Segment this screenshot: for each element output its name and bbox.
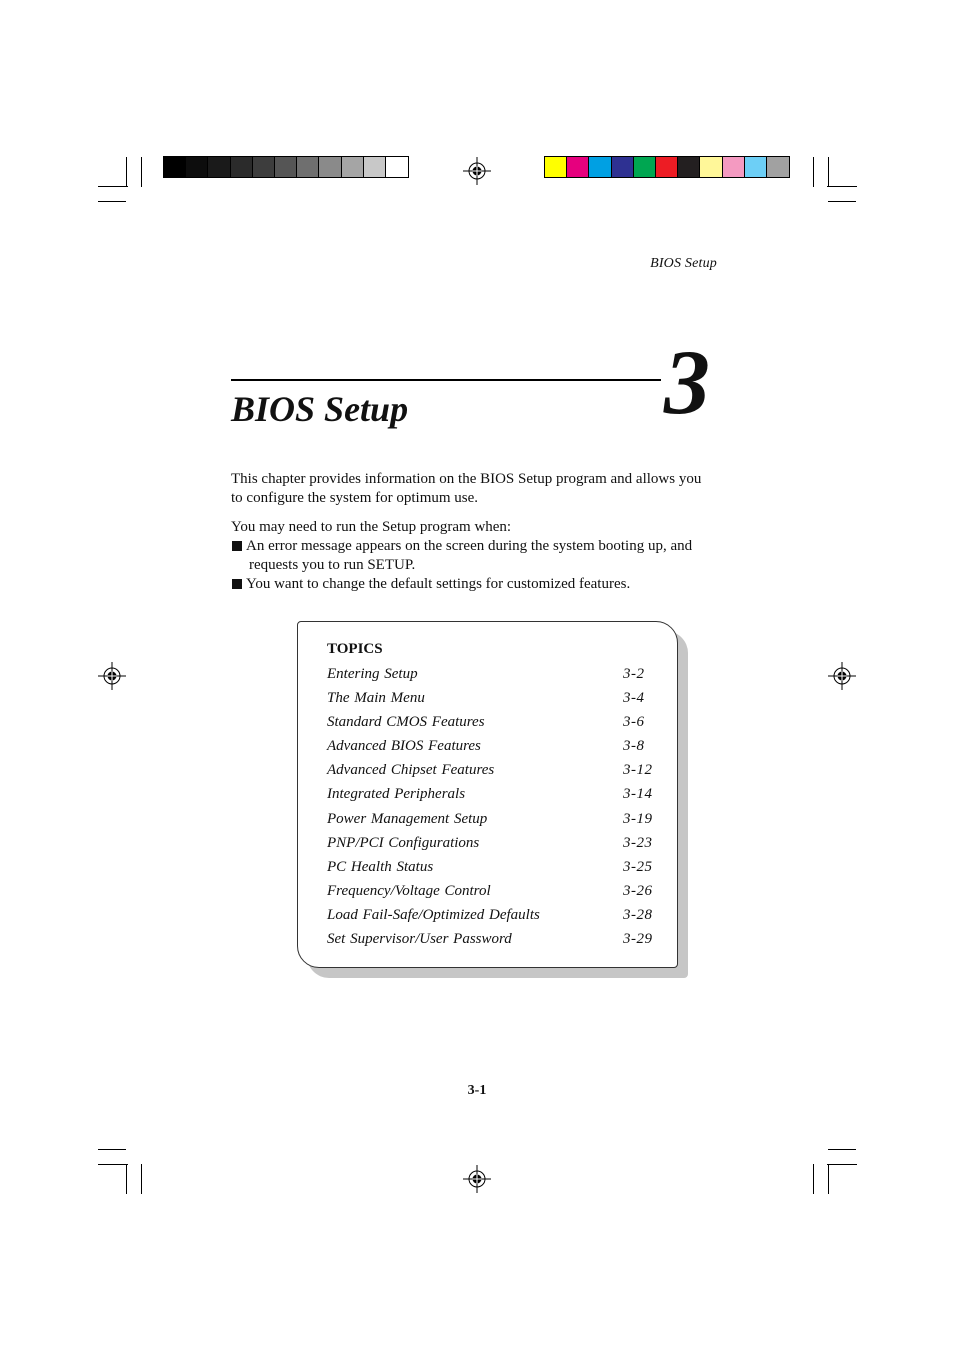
topic-label: Entering Setup: [327, 666, 418, 682]
crop-mark: [141, 1164, 142, 1194]
chapter-rule: [231, 379, 661, 381]
color-swatch: [567, 157, 589, 177]
topic-page-number: 3-28: [623, 906, 653, 923]
square-bullet-icon: [232, 579, 242, 589]
crop-mark: [813, 157, 814, 187]
crop-mark: [827, 1164, 857, 1165]
color-swatch: [297, 157, 319, 177]
registration-mark-icon: [828, 662, 856, 690]
topic-label: Load Fail-Safe/Optimized Defaults: [327, 906, 540, 923]
crop-mark: [828, 1164, 829, 1194]
color-swatch: [678, 157, 700, 177]
color-swatch: [319, 157, 341, 177]
grayscale-color-bar: [163, 156, 409, 178]
topic-label: Integrated Peripherals: [327, 786, 466, 803]
conditions-lead: You may need to run the Setup program when:: [231, 519, 512, 535]
topic-page-number: 3-25: [623, 858, 653, 875]
topic-page-number: 3-26: [623, 882, 653, 899]
chapter-number: 3: [664, 331, 710, 433]
topic-entry[interactable]: [327, 881, 657, 905]
topic-entry[interactable]: [327, 929, 657, 953]
topics-heading: TOPICS: [327, 641, 383, 657]
color-swatch: [634, 157, 656, 177]
page-number: 3-1: [467, 1083, 487, 1098]
topic-page-number: 3-23: [623, 834, 653, 851]
color-swatch: [386, 157, 408, 177]
topic-page-number: 3-4: [623, 690, 645, 707]
topic-label: Advanced Chipset Features: [327, 762, 495, 779]
topic-page-number: 3-14: [623, 786, 653, 803]
topic-entry[interactable]: [327, 784, 657, 808]
color-swatch: [186, 157, 208, 177]
topic-entry[interactable]: [327, 736, 657, 760]
topic-label: The Main Menu: [327, 690, 425, 707]
crop-mark: [828, 157, 829, 187]
topics-list: [327, 664, 657, 953]
topic-entry[interactable]: [327, 688, 657, 712]
crop-mark: [828, 201, 856, 202]
crop-mark: [141, 157, 142, 187]
crop-mark: [827, 186, 857, 187]
color-swatch: [342, 157, 364, 177]
topic-label: Power Management Setup: [327, 810, 488, 827]
color-swatch: [656, 157, 678, 177]
topic-label: Set Supervisor/User Password: [327, 931, 512, 948]
topic-label: Standard CMOS Features: [327, 714, 485, 731]
topic-entry[interactable]: [327, 905, 657, 929]
color-swatch: [767, 157, 789, 177]
crop-mark: [98, 186, 128, 187]
topic-page-number: 3-19: [623, 810, 653, 827]
topic-label: PNP/PCI Configurations: [327, 834, 480, 851]
topic-page-number: 3-2: [623, 666, 645, 682]
registration-mark-icon: [463, 1165, 491, 1193]
color-swatch: [253, 157, 275, 177]
crop-mark: [98, 1164, 128, 1165]
intro-paragraph: [231, 470, 731, 508]
intro-line: to configure the system for optimum use.: [231, 490, 479, 506]
bullet-item: [231, 575, 731, 594]
color-swatch: [208, 157, 230, 177]
running-header: BIOS Setup: [650, 256, 717, 271]
crop-mark: [98, 201, 126, 202]
color-swatch: [745, 157, 767, 177]
bullet-item: [231, 537, 731, 575]
color-swatch: [275, 157, 297, 177]
topic-label: PC Health Status: [327, 858, 434, 875]
topic-page-number: 3-29: [623, 931, 653, 948]
topic-entry[interactable]: [327, 857, 657, 881]
crop-mark: [98, 1149, 126, 1150]
topic-entry[interactable]: [327, 809, 657, 833]
color-swatch: [545, 157, 567, 177]
topic-page-number: 3-12: [623, 762, 653, 779]
crop-mark: [828, 1149, 856, 1150]
chapter-title: BIOS Setup: [231, 389, 409, 429]
topic-label: Advanced BIOS Features: [327, 738, 481, 755]
bullet-text: An error message appears on the screen during the system booting up, and: [246, 538, 693, 554]
color-swatch: [164, 157, 186, 177]
topic-entry[interactable]: [327, 664, 657, 688]
topic-label: Frequency/Voltage Control: [327, 882, 491, 899]
square-bullet-icon: [232, 541, 242, 551]
registration-mark-icon: [463, 157, 491, 185]
color-swatch: [700, 157, 722, 177]
topic-entry[interactable]: [327, 833, 657, 857]
setup-conditions: [231, 518, 731, 594]
topic-page-number: 3-6: [623, 714, 645, 731]
topic-entry[interactable]: [327, 712, 657, 736]
registration-mark-icon: [98, 662, 126, 690]
crop-mark: [126, 157, 127, 187]
color-swatch: [723, 157, 745, 177]
process-color-bar: [544, 156, 790, 178]
bullet-text: You want to change the default settings for customized features.: [246, 576, 631, 592]
color-swatch: [612, 157, 634, 177]
crop-mark: [126, 1164, 127, 1194]
topic-entry[interactable]: [327, 760, 657, 784]
topic-page-number: 3-8: [623, 738, 645, 755]
crop-mark: [813, 1164, 814, 1194]
bullet-text: requests you to run SETUP.: [249, 557, 416, 573]
topics-box: [297, 621, 678, 968]
color-swatch: [364, 157, 386, 177]
color-swatch: [231, 157, 253, 177]
intro-line: This chapter provides information on the BIOS Setup program and allows you: [231, 471, 702, 487]
color-swatch: [589, 157, 611, 177]
